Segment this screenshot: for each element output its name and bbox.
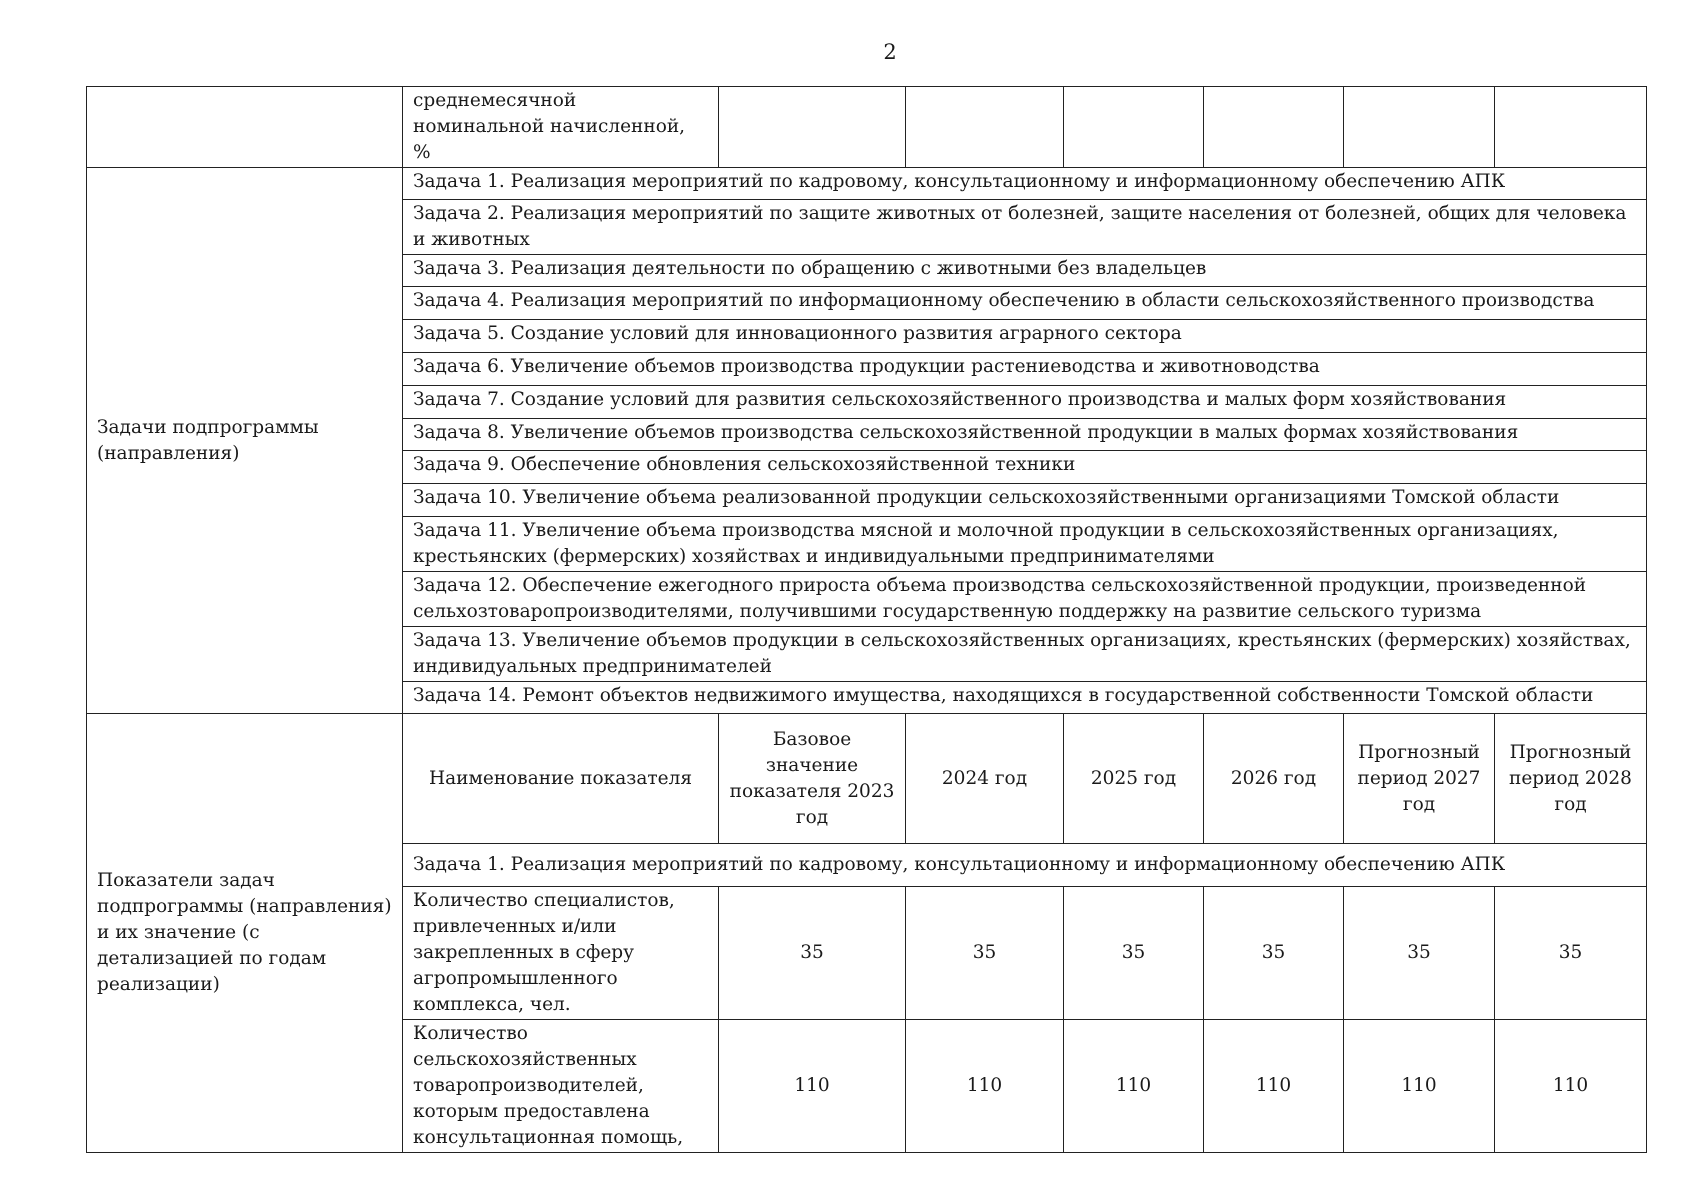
task-row: Задача 10. Увеличение объема реализованной продукции сельскохозяйственными организациями Томской области: [403, 484, 1647, 517]
task-row: Задача 13. Увеличение объемов продукции в сельскохозяйственных организациях, крестьянских (фермерских) хозяйствах, индивидуальных предпринимателей: [403, 627, 1647, 682]
empty-cell: [87, 87, 403, 168]
indicator-value: 110: [1495, 1020, 1647, 1153]
task-row: Задача 8. Увеличение объемов производства сельскохозяйственной продукции в малых формах хозяйствования: [403, 419, 1647, 451]
column-header-2028: Прогнозный период 2028 год: [1495, 714, 1647, 844]
indicator-value: 110: [719, 1020, 906, 1153]
table-row: [87, 168, 1647, 200]
indicator-name: Количество сельскохозяйственных товаропроизводителей, которым предоставлена консультационная помощь,: [403, 1020, 719, 1153]
task-row: Задача 5. Создание условий для инновационного развития аграрного сектора: [403, 320, 1647, 353]
empty-cell: [1344, 87, 1495, 168]
indicator-value: 35: [719, 887, 906, 1020]
empty-cell: [1495, 87, 1647, 168]
continued-indicator-cell: среднемесячной номинальной начисленной, %: [403, 87, 719, 168]
indicator-value: 110: [1064, 1020, 1204, 1153]
empty-cell: [1204, 87, 1344, 168]
indicators-section-label: Показатели задач подпрограммы (направления) и их значение (с детализацией по годам реализации): [87, 714, 403, 1153]
task-row: Задача 1. Реализация мероприятий по кадровому, консультационному и информационному обеспечению АПК: [403, 168, 1647, 200]
task-row: Задача 4. Реализация мероприятий по информационному обеспечению в области сельскохозяйственного производства: [403, 287, 1647, 320]
indicator-value: 110: [1204, 1020, 1344, 1153]
indicator-value: 35: [1204, 887, 1344, 1020]
task-row: Задача 12. Обеспечение ежегодного прироста объема производства сельскохозяйственной продукции, произведенной сельхозтоваропроизводителями, получившими государственную поддержку на развитие сельского туризма: [403, 572, 1647, 627]
column-header-2026: 2026 год: [1204, 714, 1344, 844]
task-row: Задача 6. Увеличение объемов производства продукции растениеводства и животноводства: [403, 353, 1647, 386]
column-header-2027: Прогнозный период 2027 год: [1344, 714, 1495, 844]
indicator-name: Количество специалистов, привлеченных и/или закрепленных в сферу агропромышленного комплекса, чел.: [403, 887, 719, 1020]
indicator-value: 110: [1344, 1020, 1495, 1153]
column-header-2025: 2025 год: [1064, 714, 1204, 844]
task-row: Задача 11. Увеличение объема производства мясной и молочной продукции в сельскохозяйственных организациях, крестьянских (фермерских) хозяйствах и индивидуальными предпринимателями: [403, 517, 1647, 572]
column-header-base: Базовое значение показателя 2023 год: [719, 714, 906, 844]
indicator-value: 110: [906, 1020, 1064, 1153]
task-row: Задача 14. Ремонт объектов недвижимого имущества, находящихся в государственной собственности Томской области: [403, 682, 1647, 714]
indicator-value: 35: [1064, 887, 1204, 1020]
tasks-section-label: Задачи подпрограммы (направления): [87, 168, 403, 714]
task-row: Задача 2. Реализация мероприятий по защите животных от болезней, защите населения от болезней, общих для человека и животных: [403, 200, 1647, 255]
task-row: Задача 9. Обеспечение обновления сельскохозяйственной техники: [403, 451, 1647, 484]
task-row: Задача 3. Реализация деятельности по обращению с животными без владельцев: [403, 255, 1647, 287]
table-header-row: [87, 714, 1647, 844]
indicator-value: 35: [906, 887, 1064, 1020]
program-table: [86, 86, 1647, 1153]
indicator-value: 35: [1344, 887, 1495, 1020]
column-header-name: Наименование показателя: [403, 714, 719, 844]
empty-cell: [1064, 87, 1204, 168]
indicator-value: 35: [1495, 887, 1647, 1020]
task-row: Задача 7. Создание условий для развития сельскохозяйственного производства и малых форм хозяйствования: [403, 386, 1647, 419]
page-number: 2: [883, 40, 897, 64]
column-header-2024: 2024 год: [906, 714, 1064, 844]
indicator-task-title: Задача 1. Реализация мероприятий по кадровому, консультационному и информационному обеспечению АПК: [403, 844, 1647, 887]
empty-cell: [906, 87, 1064, 168]
empty-cell: [719, 87, 906, 168]
table-row: [87, 87, 1647, 168]
